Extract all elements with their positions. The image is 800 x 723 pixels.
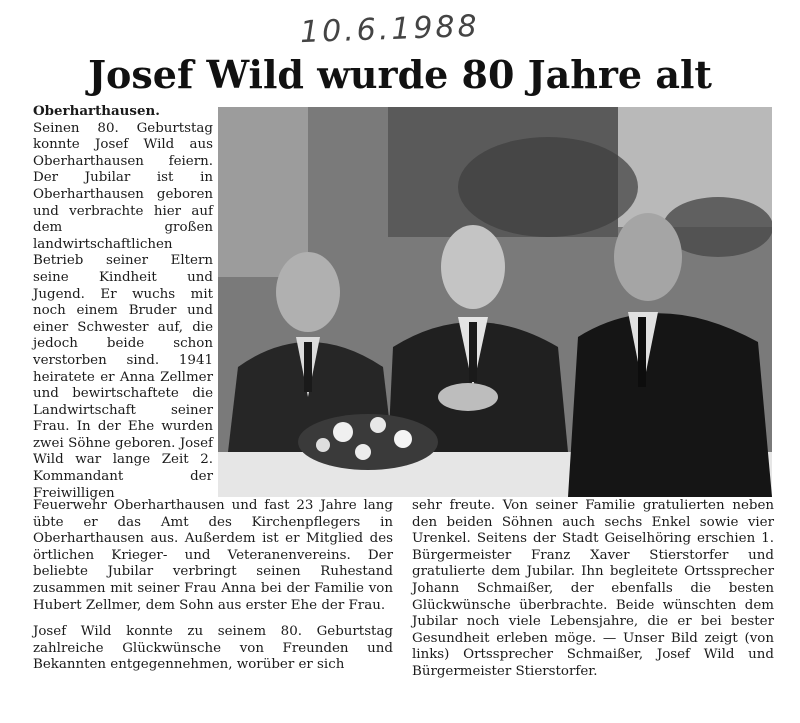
article-photo: [218, 107, 772, 497]
article-column-2: [33, 498, 393, 674]
article-headline: Josef Wild wurde 80 Jahre alt: [88, 52, 712, 97]
dateline: Oberharthausen.: [33, 103, 160, 119]
photo-illustration: [218, 107, 772, 497]
column-3-text: sehr freute. Von seiner Familie gratulierten neben den beiden Söhnen auch sechs Enkel sowie vier Urenkel. Seitens der Stadt Geiselhöring erschien 1. Bürgermeister Franz Xaver Stierstorfer und gratulierte dem Jubilar. Ihn begleitete Ortssprecher Johann Schmaißer, der ebenfalls die besten Glückwünsche überbrachte. Beide wünschten dem Jubilar noch viele Lebensjahre, die er bei bester Gesundheit erleben möge. — Unser Bild zeigt (von links) Ortssprecher Schmaißer, Josef Wild und Bürgermeister Stierstorfer.: [412, 498, 774, 679]
handwritten-date: 10.6.1988: [299, 8, 481, 51]
article-column-1: [33, 103, 213, 502]
column-1-text: Seinen 80. Geburtstag konnte Josef Wild aus Oberharthausen feiern. Der Jubilar ist in Oberharthausen geboren und verbrachte hier auf dem großen landwirtschaftlichen Betrieb seiner Eltern seine Kindheit und Jugend. Er wuchs mit noch einem Bruder und einer Schwester auf, die jedoch beide schon verstorben sind. 1941 heiratete er Anna Zellmer und bewirtschaftete die Landwirtschaft seiner Frau. In der Ehe wurden zwei Söhne geboren. Josef Wild war lange Zeit 2. Kommandant der Freiwilligen: [33, 120, 213, 501]
column-2-paragraph-2: Josef Wild konnte zu seinem 80. Geburtstag zahlreiche Glückwünsche von Freunden und Bekannten entgegennehmen, worüber er sich: [33, 624, 393, 673]
column-2-paragraph-1: Feuerwehr Oberharthausen und fast 23 Jahre lang übte er das Amt des Kirchenpflegers in Oberharthausen aus. Außerdem ist er Mitglied des örtlichen Krieger- und Veteranenvereins. Der beliebte Jubilar verbringt seinen Ruhestand zusammen mit seiner Frau Anna bei der Familie von Hubert Zellmer, dem Sohn aus erster Ehe der Frau.: [33, 498, 393, 613]
article-column-3: [412, 498, 774, 681]
